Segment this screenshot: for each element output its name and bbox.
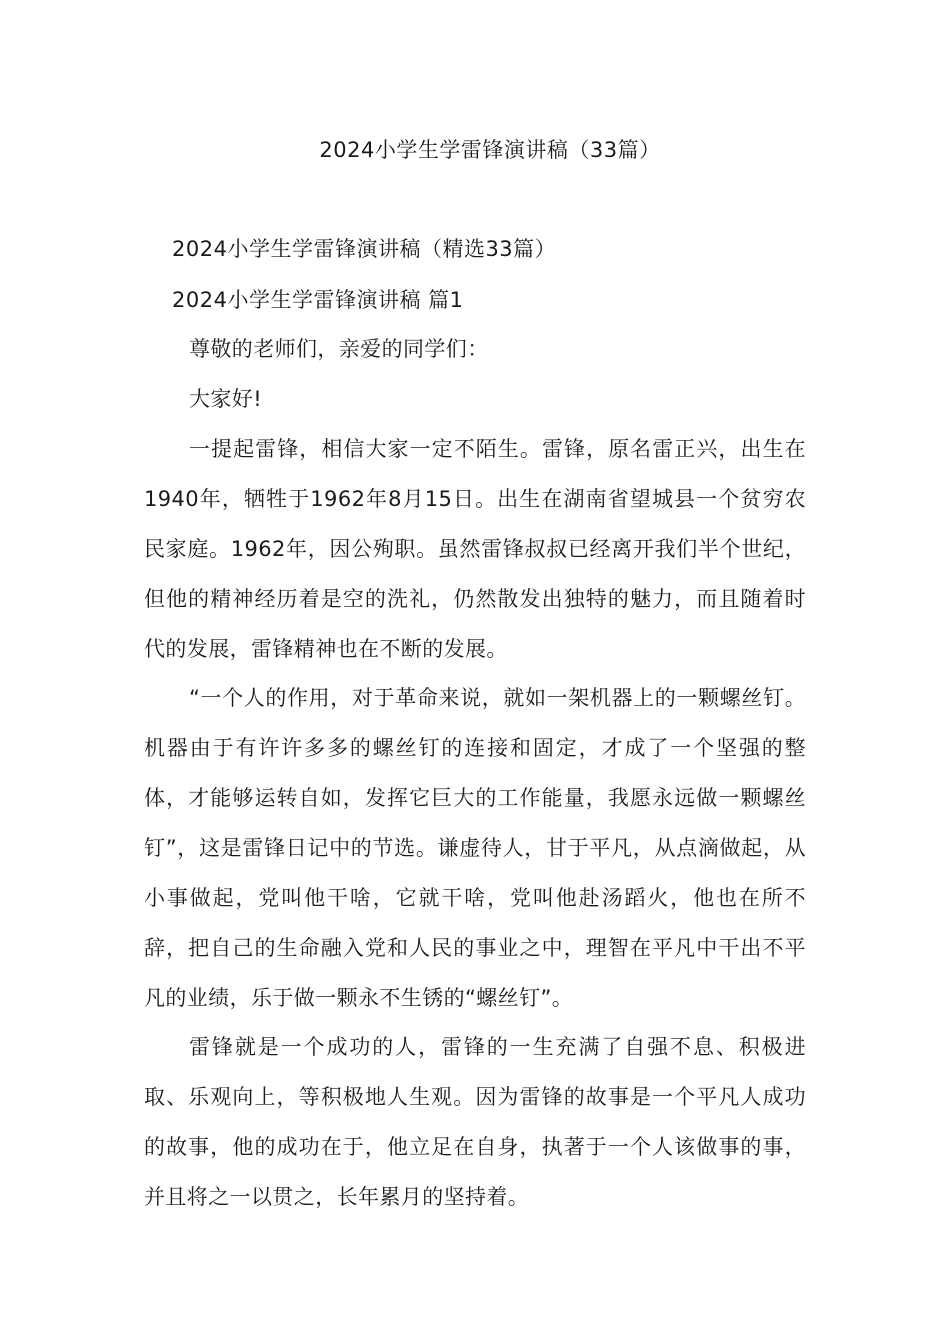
body-paragraph-2: “一个人的作用，对于革命来说，就如一架机器上的一颗螺丝钉。机器由于有许许多多的螺丝钉的连接和固定，才成了一个坚强的整体，才能够运转自如，发挥它巨大的工作能量，我愿永远做一颗螺丝钉”，这是雷锋日记中的节选。谦虚待人，甘于平凡，从点滴做起，从小事做起，党叫他干啥，它就干啥，党叫他赴汤蹈火，他也在所不辞，把自己的生命融入党和人民的事业之中，理智在平凡中干出不平凡的业绩，乐于做一颗永不生锈的“螺丝钉”。 [144, 686, 806, 1010]
body-paragraph-3: 雷锋就是一个成功的人，雷锋的一生充满了自强不息、积极进取、乐观向上，等积极地人生观。因为雷锋的故事是一个平凡人成功的故事，他的成功在于，他立足在自身，执著于一个人该做事的事，并且将之一以贯之，长年累月的坚持着。 [144, 1035, 806, 1209]
body-paragraph-1: 一提起雷锋，相信大家一定不陌生。雷锋，原名雷正兴，出生在1940年，牺牲于1962年8月15日。出生在湖南省望城县一个贫穷农民家庭。1962年，因公殉职。虽然雷锋叔叔已经离开我们半个世纪，但他的精神经历着是空的洗礼，仍然散发出独特的魅力，而且随着时代的发展，雷锋精神也在不断的发展。 [144, 437, 806, 661]
document-subtitle: 2024小学生学雷锋演讲稿（精选33篇） [172, 237, 557, 261]
greeting-paragraph: 尊敬的老师们，亲爱的同学们： [189, 337, 489, 361]
section-heading: 2024小学生学雷锋演讲稿 篇1 [172, 288, 464, 312]
greeting-hello-paragraph: 大家好! [189, 387, 263, 411]
document-title: 2024小学生学雷锋演讲稿（33篇） [319, 138, 661, 162]
